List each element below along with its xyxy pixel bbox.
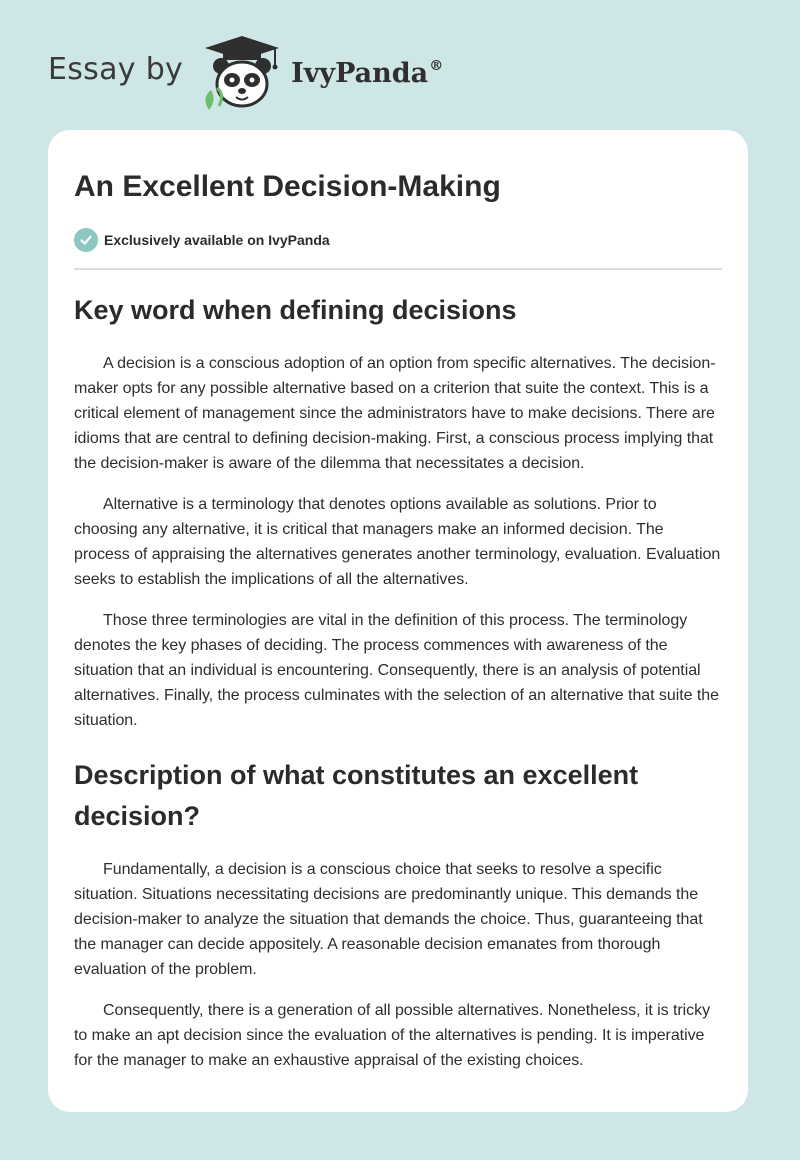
brand-text: IvyPanda: [291, 57, 429, 89]
section-heading: Key word when defining decisions: [74, 295, 517, 325]
paragraph: Fundamentally, a decision is a conscious choice that seeks to resolve a specific situation. Situations necessitating decisions are predominantly unique. This demands the decision-maker to analyze the situation that demands the choice. Thus, guaranteeing that the manager can decide appositely. A reasonable decision emanates from thorough evaluation of the problem.: [74, 861, 703, 978]
site-header: [48, 32, 443, 112]
paragraph: Alternative is a terminology that denotes options available as solutions. Prior to choosing any alternative, it is critical that managers make an informed decision. The process of appraising the alternatives generates another terminology, evaluation. Evaluation seeks to establish the implications of all the alternatives.: [74, 496, 721, 588]
check-icon: [74, 228, 98, 252]
exclusive-badge: [74, 226, 722, 254]
page-title: An Excellent Decision-Making: [74, 170, 501, 203]
section-heading: Description of what constitutes an excellent decision?: [74, 760, 639, 831]
paragraph: A decision is a conscious adoption of an option from specific alternatives. The decision-maker opts for any possible alternative based on a criterion that suite the context. This is a critical element of management since the administrators have to make decisions. There are idioms that are central to defining decision-making. First, a conscious process implying that the decision-maker is aware of the dilemma that necessitates a decision.: [74, 355, 716, 472]
essay-by-label: Essay by: [48, 51, 184, 87]
paragraph: Consequently, there is a generation of all possible alternatives. Nonetheless, it is tricky to make an apt decision since the evaluation of the alternatives is pending. It is imperative for the manager to make an exhaustive appraisal of the existing choices.: [74, 1002, 711, 1069]
brand-name[interactable]: [291, 58, 443, 89]
article-card: [48, 130, 748, 1112]
divider: [74, 268, 722, 270]
panda-logo-icon[interactable]: [197, 32, 287, 112]
registered-mark: ®: [429, 57, 444, 74]
badge-label: Exclusively available on IvyPanda: [104, 232, 330, 248]
paragraph: Those three terminologies are vital in the definition of this process. The terminology denotes the key phases of deciding. The process commences with awareness of the situation that an individual is encountering. Consequently, there is an analysis of potential alternatives. Finally, the process culminates with the selection of an alternative that suite the situation.: [74, 612, 719, 729]
